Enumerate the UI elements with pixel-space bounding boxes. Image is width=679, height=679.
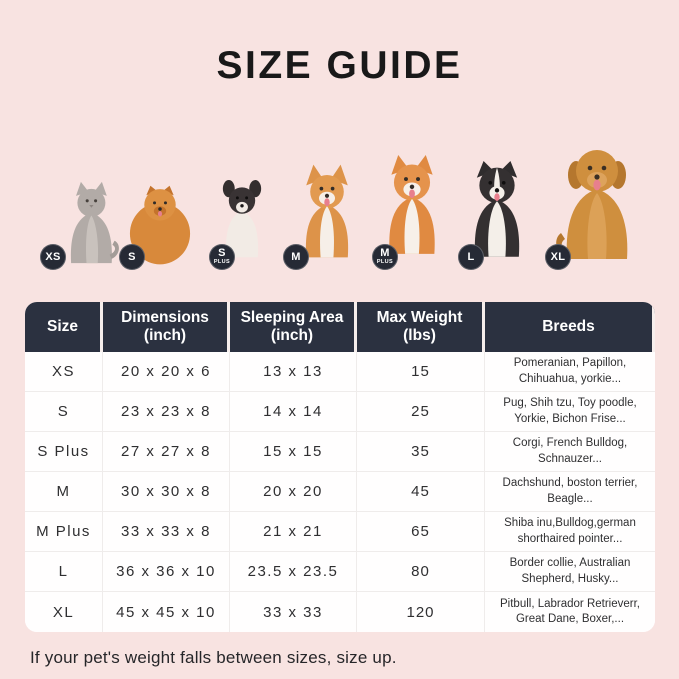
size-badge-s: S xyxy=(119,244,145,270)
cell-breeds: Pug, Shih tzu, Toy poodle, Yorkie, Bichon Frise... xyxy=(485,392,655,432)
table-header-breeds: Breeds xyxy=(485,302,655,352)
cell-max-weight: 120 xyxy=(357,592,485,632)
cell-max-weight: 65 xyxy=(357,512,485,552)
cell-dimensions: 45 x 45 x 10 xyxy=(103,592,230,632)
page-title: SIZE GUIDE xyxy=(216,44,463,87)
cell-size: L xyxy=(25,552,103,592)
cell-dimensions: 27 x 27 x 8 xyxy=(103,432,230,472)
cell-breeds: Pitbull, Labrador Retrieverr, Great Dane, Boxer,... xyxy=(485,592,655,632)
cell-breeds: Dachshund, boston terrier, Beagle... xyxy=(485,472,655,512)
cell-dimensions: 23 x 23 x 8 xyxy=(103,392,230,432)
cell-size: S Plus xyxy=(25,432,103,472)
size-badge-xl: XL xyxy=(545,244,571,270)
cell-max-weight: 80 xyxy=(357,552,485,592)
cell-dimensions: 20 x 20 x 6 xyxy=(103,352,230,392)
cell-breeds: Pomeranian, Papillon, Chihuahua, yorkie... xyxy=(485,352,655,392)
table-header-dimensions: Dimensions (inch) xyxy=(103,302,230,352)
cell-size: M xyxy=(25,472,103,512)
cell-sleeping-area: 21 x 21 xyxy=(230,512,357,552)
cell-sleeping-area: 33 x 33 xyxy=(230,592,357,632)
cat-illustration xyxy=(55,180,125,265)
cell-max-weight: 35 xyxy=(357,432,485,472)
cell-dimensions: 30 x 30 x 8 xyxy=(103,472,230,512)
size-badge-xs: XS xyxy=(40,244,66,270)
table-header-max-weight: Max Weight (lbs) xyxy=(357,302,485,352)
cell-sleeping-area: 14 x 14 xyxy=(230,392,357,432)
cell-size: M Plus xyxy=(25,512,103,552)
cell-sleeping-area: 23.5 x 23.5 xyxy=(230,552,357,592)
cell-sleeping-area: 20 x 20 xyxy=(230,472,357,512)
size-guide-table xyxy=(25,302,655,632)
size-badge-m-plus: M PLUS xyxy=(372,244,398,270)
cell-max-weight: 15 xyxy=(357,352,485,392)
size-badge-l: L xyxy=(458,244,484,270)
cell-size: XL xyxy=(25,592,103,632)
cell-breeds: Shiba inu,Bulldog,german shorthaired pointer... xyxy=(485,512,655,552)
cell-max-weight: 25 xyxy=(357,392,485,432)
cell-dimensions: 36 x 36 x 10 xyxy=(103,552,230,592)
table-header-size: Size xyxy=(25,302,103,352)
cell-size: S xyxy=(25,392,103,432)
cell-size: XS xyxy=(25,352,103,392)
size-badge-m: M xyxy=(283,244,309,270)
cell-sleeping-area: 15 x 15 xyxy=(230,432,357,472)
cell-breeds: Corgi, French Bulldog, Schnauzer... xyxy=(485,432,655,472)
cell-breeds: Border collie, Australian Shepherd, Husky... xyxy=(485,552,655,592)
cell-max-weight: 45 xyxy=(357,472,485,512)
cell-sleeping-area: 13 x 13 xyxy=(230,352,357,392)
table-header-sleeping-area: Sleeping Area (inch) xyxy=(230,302,357,352)
sizing-advice-note: If your pet's weight falls between sizes, size up. xyxy=(30,648,397,667)
cell-dimensions: 33 x 33 x 8 xyxy=(103,512,230,552)
size-badge-s-plus: S PLUS xyxy=(209,244,235,270)
